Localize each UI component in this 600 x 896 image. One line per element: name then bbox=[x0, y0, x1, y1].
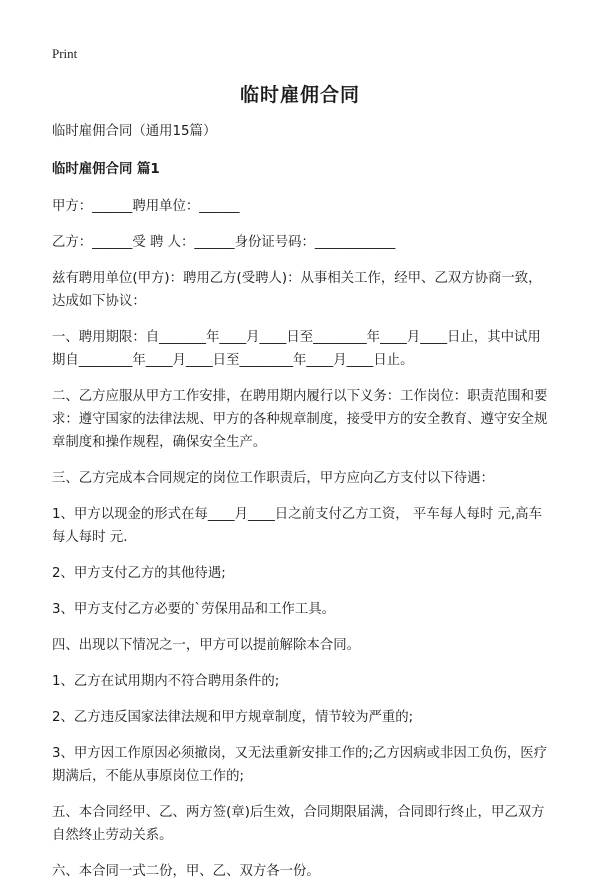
paragraph: 甲方：______聘用单位：______ bbox=[52, 199, 240, 214]
paragraph: 二、乙方应服从甲方工作安排，在聘用期内履行以下义务：工作岗位：职责范围和要求：遵守国家的法律法规、甲方的各种规章制度，接受甲方的安全教育、遵守安全规章制度和操作规程，确保安全生产。 bbox=[52, 389, 548, 450]
paragraph: 六、本合同一式二份，甲、乙、双方各一份。 bbox=[52, 864, 320, 879]
paragraph: 四、出现以下情况之一，甲方可以提前解除本合同。 bbox=[52, 638, 360, 653]
print-link[interactable]: Print bbox=[52, 46, 78, 61]
paragraph: 五、本合同经甲、乙、两方签(章)后生效，合同期限届满，合同即行终止，甲乙双方自然终止劳动关系。 bbox=[52, 805, 545, 843]
document-body bbox=[52, 120, 552, 896]
paragraph: 3、甲方支付乙方必要的`劳保用品和工作工具。 bbox=[52, 602, 336, 617]
document-title: 临时雇佣合同 bbox=[239, 84, 360, 106]
paragraph: 三、乙方完成本合同规定的岗位工作职责后，甲方应向乙方支付以下待遇： bbox=[52, 471, 494, 486]
paragraph: 乙方：______受 聘 人：______身份证号码：____________ bbox=[52, 235, 396, 250]
paragraph: 3、甲方因工作原因必须撤岗，又无法重新安排工作的;乙方因病或非因工负伤，医疗期满后，不能从事原岗位工作的; bbox=[52, 746, 548, 784]
paragraph: 兹有聘用单位(甲方)：聘用乙方(受聘人)：从事相关工作，经甲、乙双方协商一致，达成如下协议： bbox=[52, 271, 542, 309]
section-heading: 临时雇佣合同 篇1 bbox=[52, 162, 160, 177]
paragraph: 1、甲方以现金的形式在每____月____日之前支付乙方工资， 平车每人每时 元,高车每人每时 元. bbox=[52, 507, 542, 545]
paragraph: 一、聘用期限：自_______年____月____日至________年____月____日止，其中试用期自________年____月____日至________年____月____日止。 bbox=[52, 330, 541, 368]
paragraph: 2、乙方违反国家法律法规和甲方规章制度，情节较为严重的; bbox=[52, 710, 414, 725]
document-subtitle: 临时雇佣合同（通用15篇） bbox=[52, 124, 217, 139]
paragraph: 1、乙方在试用期内不符合聘用条件的; bbox=[52, 674, 280, 689]
paragraph: 2、甲方支付乙方的其他待遇; bbox=[52, 566, 226, 581]
